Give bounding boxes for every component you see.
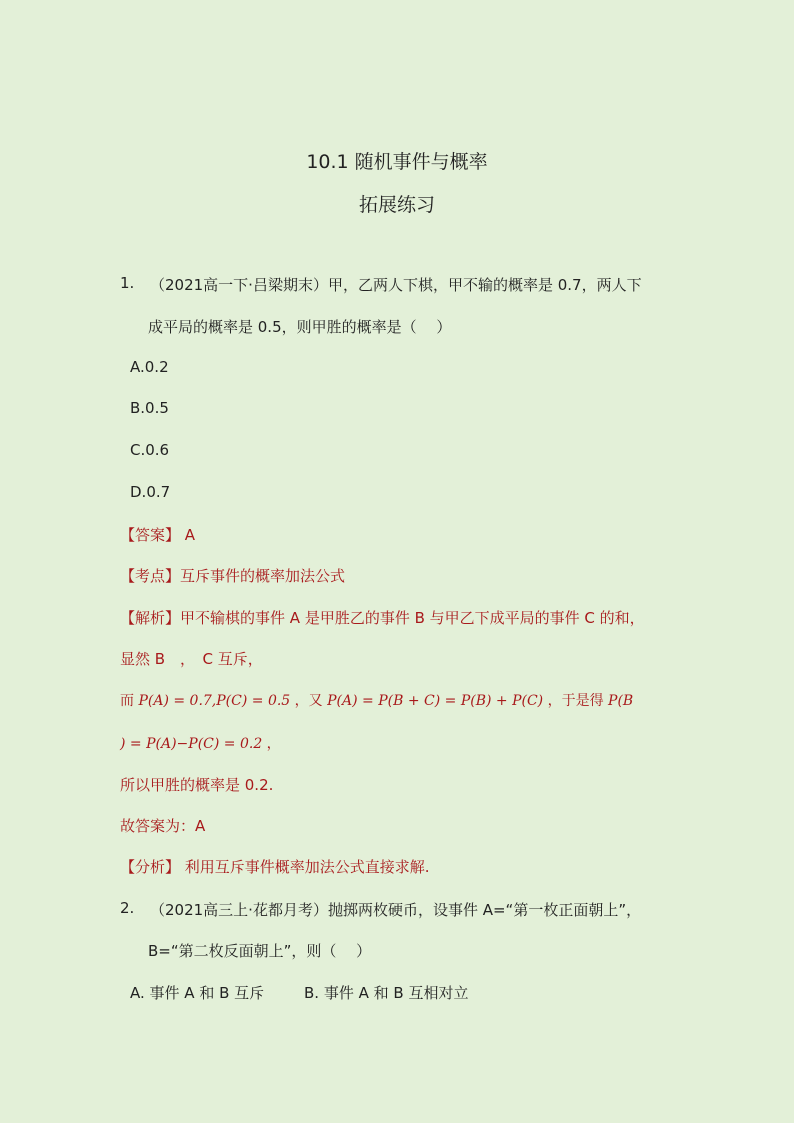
question-number: 2. (120, 899, 135, 917)
question-text-line: （2021高三上·花都月考）抛掷两枚硬币，设事件 A=“第一枚正面朝上”， (150, 901, 642, 919)
answer-tag: 【答案】 (120, 526, 181, 544)
page-subtitle: 拓展练习 (358, 194, 435, 216)
jiexi-line: 所以甲胜的概率是 0.2. (120, 776, 274, 794)
jiexi-line: 显然 B ， C 互斥， (120, 650, 263, 668)
option-c: C.0.6 (130, 441, 170, 459)
formula: ) = P(A)−P(C) = 0.2 (120, 736, 263, 752)
jiexi-line (120, 607, 645, 628)
option-b: B.0.5 (130, 399, 169, 417)
question-text-line: 成平局的概率是 0.5，则甲胜的概率是（ ） (148, 318, 452, 336)
jiexi-text: 而 (120, 693, 139, 709)
question-text-line: B=“第二枚反面朝上”，则（ ） (148, 942, 372, 960)
kaodian-tag: 【考点】 (120, 567, 181, 585)
jiexi-text: 甲不输棋的事件 A 是甲胜乙的事件 B 与甲乙下成平局的事件 C 的和， (180, 609, 645, 627)
jiexi-tag: 【解析】 (120, 609, 181, 627)
fenxi-line (120, 856, 430, 877)
formula: P(A) = P(B + C) = P(B) + P(C) (327, 693, 544, 709)
option-a: A.0.2 (130, 358, 169, 376)
question-number: 1. (120, 274, 135, 292)
jiexi-formula-line (120, 733, 281, 753)
option-d: D.0.7 (130, 483, 171, 501)
jiexi-formula-line (120, 690, 633, 710)
jiexi-text: ， (262, 736, 281, 752)
fenxi-tag: 【分析】 (120, 858, 181, 876)
answer-value: A (180, 526, 196, 544)
option-a: A. 事件 A 和 B 互斥 (130, 984, 265, 1002)
fenxi-text: 利用互斥事件概率加法公式直接求解. (180, 858, 430, 876)
kaodian-text: 互斥事件的概率加法公式 (180, 567, 346, 585)
option-b: B. 事件 A 和 B 互相对立 (304, 984, 469, 1002)
answer-line (120, 524, 195, 545)
kaodian-line (120, 565, 345, 586)
jiexi-text: ，又 (290, 693, 328, 709)
jiexi-text: ，于是得 (543, 693, 609, 709)
page-title: 10.1 随机事件与概率 (306, 151, 488, 173)
formula: P(B (608, 693, 634, 709)
formula: P(A) = 0.7,P(C) = 0.5 (138, 693, 291, 709)
jiexi-line: 故答案为：A (120, 817, 206, 835)
question-text-line: （2021高一下·吕梁期末）甲，乙两人下棋，甲不输的概率是 0.7，两人下 (150, 276, 642, 294)
